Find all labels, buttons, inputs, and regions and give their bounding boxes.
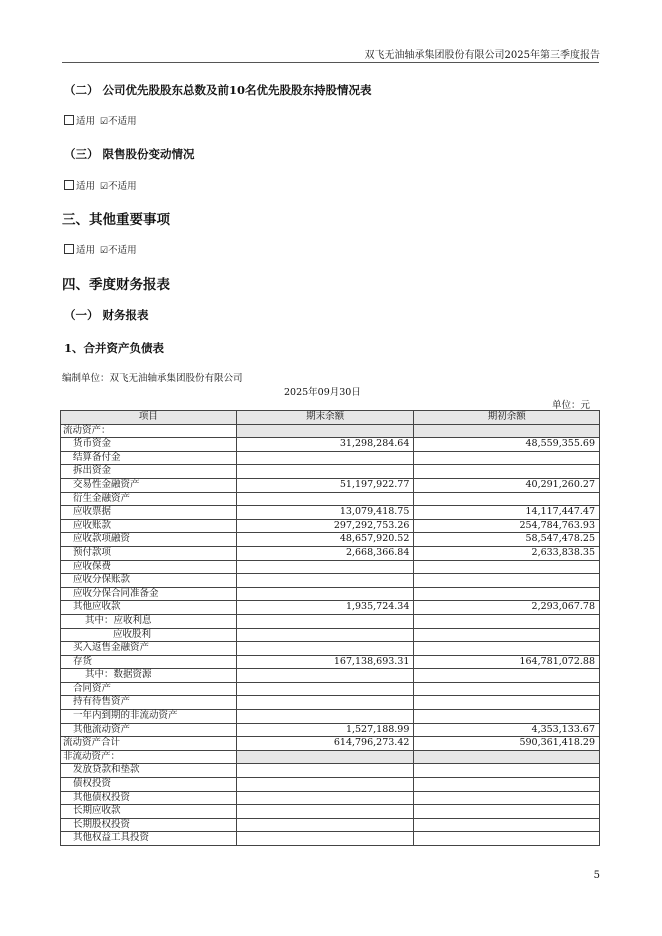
subsection-financial-reports: （一） 财务报表: [64, 308, 149, 322]
row-beginning-balance: [414, 805, 600, 819]
row-ending-balance: 614,796,273.42: [236, 737, 414, 751]
row-ending-balance: [236, 492, 414, 506]
row-ending-balance: [236, 669, 414, 683]
table-header-row: [61, 411, 600, 425]
table-row: [61, 628, 600, 642]
table-row: [61, 832, 600, 846]
row-item: 合同资产: [61, 682, 237, 696]
header-rule: [62, 62, 599, 63]
preparer-label: 编制单位：双飞无油轴承集团股份有限公司: [62, 373, 243, 384]
row-beginning-balance: [414, 710, 600, 724]
table-row: [61, 506, 600, 520]
row-beginning-balance: 254,784,763.93: [414, 519, 600, 533]
row-item: 拆出资金: [61, 465, 237, 479]
table-row: [61, 478, 600, 492]
balance-sheet-table: [60, 410, 600, 846]
row-ending-balance: [236, 682, 414, 696]
row-ending-balance: [236, 696, 414, 710]
row-beginning-balance: [414, 818, 600, 832]
table-row: [61, 669, 600, 683]
checkbox-unchecked-icon: [64, 115, 74, 125]
table-row: [61, 519, 600, 533]
row-ending-balance: [236, 574, 414, 588]
row-beginning-balance: [414, 669, 600, 683]
table-row: [61, 601, 600, 615]
row-item: 应收股利: [61, 628, 237, 642]
table-row: [61, 587, 600, 601]
row-ending-balance: 13,079,418.75: [236, 506, 414, 520]
row-item: 交易性金融资产: [61, 478, 237, 492]
page-number: 5: [593, 870, 600, 881]
row-beginning-balance: 40,291,260.27: [414, 478, 600, 492]
row-ending-balance: 297,292,753.26: [236, 519, 414, 533]
row-item: 应收分保合同准备金: [61, 587, 237, 601]
row-beginning-balance: [414, 628, 600, 642]
applicable-label: 适用: [76, 245, 96, 256]
row-ending-balance: 51,197,922.77: [236, 478, 414, 492]
checkbox-unchecked-icon: [64, 180, 74, 190]
row-ending-balance: [236, 642, 414, 656]
row-beginning-balance: [414, 682, 600, 696]
row-item: 应收分保账款: [61, 574, 237, 588]
row-item: 应收款项融资: [61, 533, 237, 547]
report-header: 双飞无油轴承集团股份有限公司2025年第三季度报告: [364, 50, 600, 61]
section-financial-statements: 四、季度财务报表: [62, 277, 170, 293]
row-beginning-balance: 4,353,133.67: [414, 723, 600, 737]
table-row: [61, 710, 600, 724]
row-ending-balance: [236, 424, 414, 438]
table-row: [61, 764, 600, 778]
row-item: 衍生金融资产: [61, 492, 237, 506]
table-row: [61, 778, 600, 792]
row-item: 其他债权投资: [61, 791, 237, 805]
row-beginning-balance: [414, 832, 600, 846]
row-item: 其他流动资产: [61, 723, 237, 737]
row-ending-balance: [236, 451, 414, 465]
row-item: 其中：数据资源: [61, 669, 237, 683]
table-row: [61, 642, 600, 656]
row-item: 存货: [61, 655, 237, 669]
row-item: 货币资金: [61, 438, 237, 452]
table-row: [61, 696, 600, 710]
table-row: [61, 560, 600, 574]
row-item: 其他权益工具投资: [61, 832, 237, 846]
row-item: 预付款项: [61, 546, 237, 560]
row-ending-balance: 31,298,284.64: [236, 438, 414, 452]
row-beginning-balance: [414, 465, 600, 479]
table-row: [61, 818, 600, 832]
row-beginning-balance: 590,361,418.29: [414, 737, 600, 751]
table-row: [61, 451, 600, 465]
row-ending-balance: [236, 778, 414, 792]
row-ending-balance: 1,935,724.34: [236, 601, 414, 615]
row-ending-balance: [236, 710, 414, 724]
row-beginning-balance: [414, 764, 600, 778]
row-item: 持有待售资产: [61, 696, 237, 710]
row-ending-balance: [236, 614, 414, 628]
row-item: 发放贷款和垫款: [61, 764, 237, 778]
row-beginning-balance: 48,559,355.69: [414, 438, 600, 452]
row-ending-balance: [236, 628, 414, 642]
row-beginning-balance: [414, 574, 600, 588]
row-ending-balance: [236, 805, 414, 819]
row-item: 买入返售金融资产: [61, 642, 237, 656]
row-ending-balance: 2,668,366.84: [236, 546, 414, 560]
row-beginning-balance: [414, 451, 600, 465]
not-applicable-label: 不适用: [108, 116, 137, 127]
row-item: 流动资产合计: [61, 737, 237, 751]
row-ending-balance: [236, 587, 414, 601]
row-item: 结算备付金: [61, 451, 237, 465]
row-item: 应收票据: [61, 506, 237, 520]
row-item: 长期股权投资: [61, 818, 237, 832]
row-ending-balance: 1,527,188.99: [236, 723, 414, 737]
header-ending-balance: 期末余额: [236, 411, 414, 425]
applicable-label: 适用: [76, 181, 96, 192]
row-ending-balance: 167,138,693.31: [236, 655, 414, 669]
applicability-1: [64, 113, 137, 127]
row-beginning-balance: [414, 791, 600, 805]
table-row: [61, 791, 600, 805]
checkbox-unchecked-icon: [64, 244, 74, 254]
row-ending-balance: [236, 750, 414, 764]
applicability-3: [64, 242, 137, 256]
row-item: 流动资产：: [61, 424, 237, 438]
checkbox-checked-icon: ☑: [100, 182, 109, 192]
row-ending-balance: 48,657,920.52: [236, 533, 414, 547]
not-applicable-label: 不适用: [108, 245, 137, 256]
table-row: [61, 682, 600, 696]
currency-unit: 单位：元: [551, 400, 590, 411]
table-row: [61, 655, 600, 669]
row-ending-balance: [236, 560, 414, 574]
row-ending-balance: [236, 764, 414, 778]
row-item: 长期应收款: [61, 805, 237, 819]
table-row: [61, 465, 600, 479]
row-beginning-balance: [414, 696, 600, 710]
table-row: [61, 546, 600, 560]
table-row: [61, 574, 600, 588]
row-item: 其他应收款: [61, 601, 237, 615]
row-ending-balance: [236, 465, 414, 479]
table-row: [61, 805, 600, 819]
row-beginning-balance: [414, 778, 600, 792]
not-applicable-label: 不适用: [108, 181, 137, 192]
table-row: [61, 723, 600, 737]
row-beginning-balance: 2,293,067.78: [414, 601, 600, 615]
table-row: [61, 750, 600, 764]
header-item: 项目: [61, 411, 237, 425]
applicability-2: [64, 178, 137, 192]
row-beginning-balance: 164,781,072.88: [414, 655, 600, 669]
balance-sheet-title: 1、合并资产负债表: [64, 341, 165, 355]
row-ending-balance: [236, 791, 414, 805]
section-preferred-shareholders: （二） 公司优先股股东总数及前10名优先股股东持股情况表: [64, 83, 372, 97]
report-date: 2025年09月30日: [284, 387, 361, 398]
table-row: [61, 737, 600, 751]
table-row: [61, 533, 600, 547]
section-other-matters: 三、其他重要事项: [62, 212, 170, 228]
row-beginning-balance: 14,117,447.47: [414, 506, 600, 520]
row-beginning-balance: [414, 424, 600, 438]
section-restricted-shares: （三） 限售股份变动情况: [64, 147, 195, 161]
row-beginning-balance: [414, 642, 600, 656]
row-item: 债权投资: [61, 778, 237, 792]
row-item: 非流动资产：: [61, 750, 237, 764]
row-beginning-balance: [414, 560, 600, 574]
row-beginning-balance: 2,633,838.35: [414, 546, 600, 560]
row-beginning-balance: [414, 492, 600, 506]
checkbox-checked-icon: ☑: [100, 246, 109, 256]
table-row: [61, 614, 600, 628]
row-item: 一年内到期的非流动资产: [61, 710, 237, 724]
row-ending-balance: [236, 818, 414, 832]
header-beginning-balance: 期初余额: [414, 411, 600, 425]
row-beginning-balance: 58,547,478.25: [414, 533, 600, 547]
row-beginning-balance: [414, 614, 600, 628]
table-row: [61, 424, 600, 438]
table-row: [61, 438, 600, 452]
table-row: [61, 492, 600, 506]
row-item: 应收保费: [61, 560, 237, 574]
row-item: 其中：应收利息: [61, 614, 237, 628]
row-beginning-balance: [414, 587, 600, 601]
row-ending-balance: [236, 832, 414, 846]
checkbox-checked-icon: ☑: [100, 117, 109, 127]
applicable-label: 适用: [76, 116, 96, 127]
row-beginning-balance: [414, 750, 600, 764]
row-item: 应收账款: [61, 519, 237, 533]
